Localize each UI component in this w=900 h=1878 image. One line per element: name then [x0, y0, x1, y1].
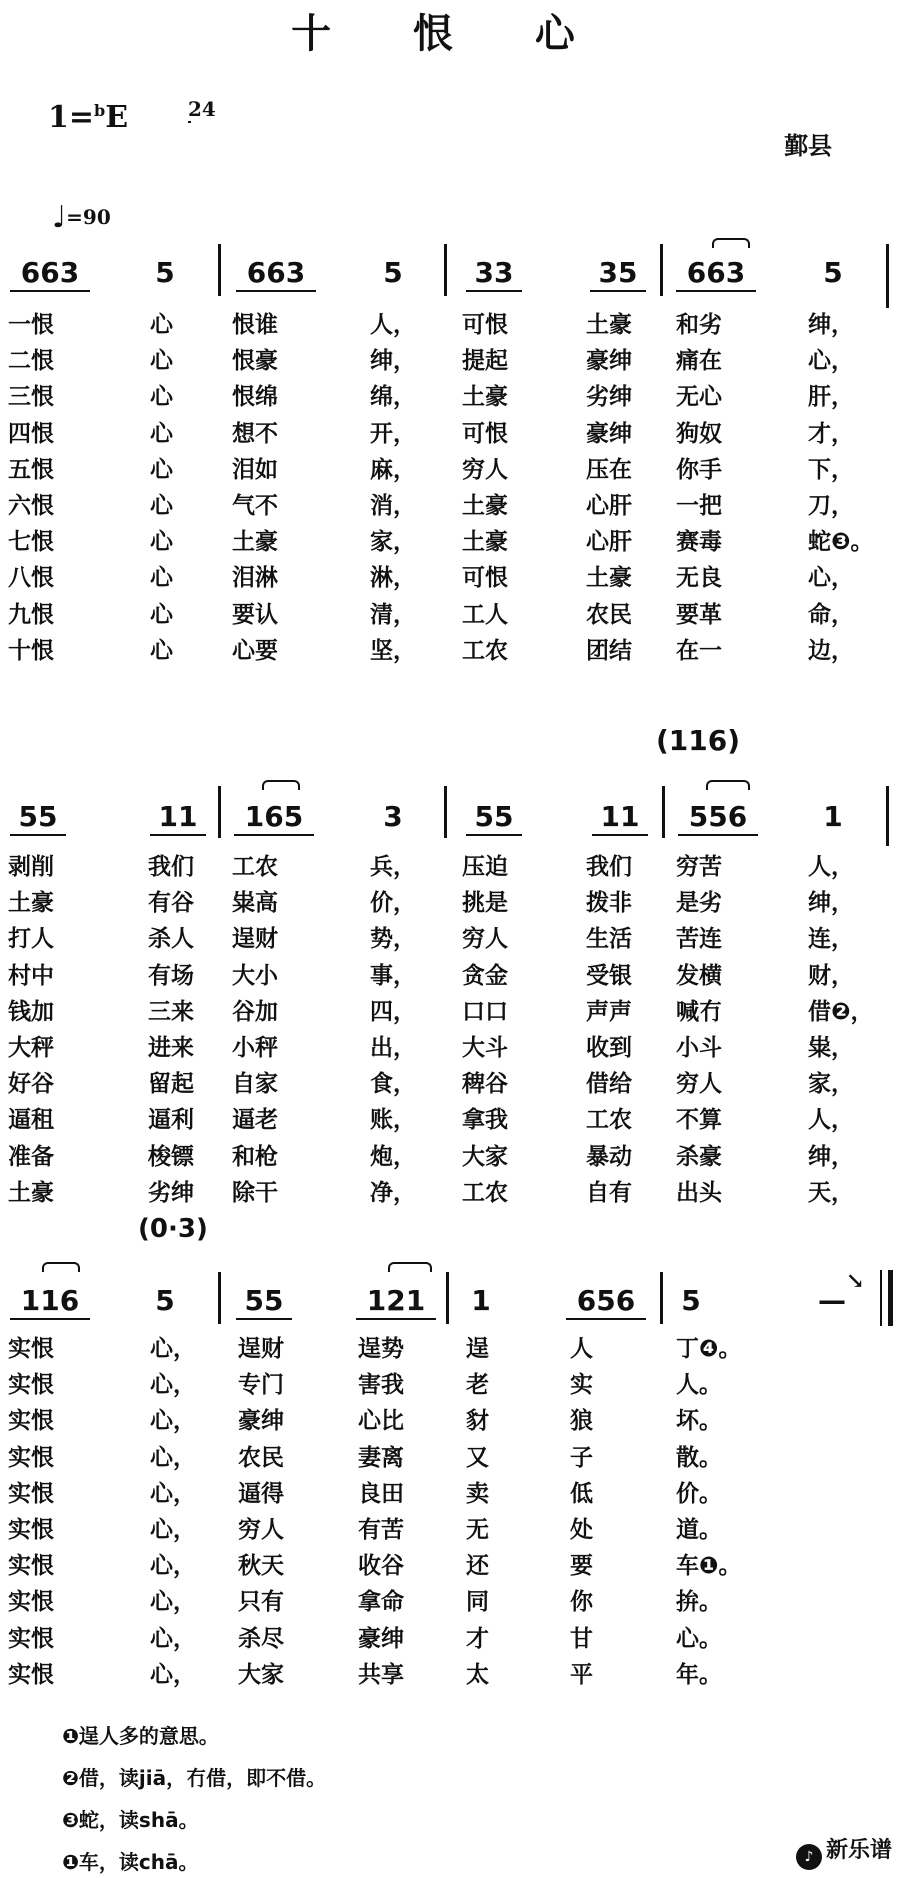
lyric-cell: 工农: [462, 637, 508, 664]
lyric-cell: 收谷: [358, 1553, 404, 1580]
lyric-cell: 出头: [676, 1179, 722, 1206]
lyric-cell: 实恨: [8, 1589, 54, 1616]
barline: [886, 244, 889, 308]
lyric-cell: 农民: [238, 1444, 284, 1471]
note-group: 5: [383, 256, 403, 289]
note-group: 663: [676, 256, 756, 292]
lyric-cell: 受银: [586, 962, 632, 989]
barline: [218, 786, 221, 838]
lyric-cell: 打人: [8, 926, 54, 953]
lyric-cell: 天，: [808, 1179, 854, 1206]
lyric-cell: 在一: [676, 637, 722, 664]
lyric-cell: 压迫: [462, 854, 508, 880]
lyric-cell: 土豪: [232, 529, 278, 556]
lyric-cell: 逞势: [358, 1336, 404, 1362]
lyric-cell: 心: [150, 312, 173, 338]
song-title: 十 恨 心: [291, 10, 609, 57]
lyric-cell: 穷人: [238, 1517, 284, 1543]
lyric-cell: 你手: [676, 456, 722, 483]
lyric-cell: 苦连: [676, 926, 722, 953]
lyric-cell: 恨绵: [232, 384, 278, 411]
lyric-cell: 出，: [370, 1035, 416, 1061]
lyric-cell: 团结: [586, 637, 632, 664]
barline: [660, 1272, 663, 1324]
lyric-cell: 年。: [676, 1661, 722, 1688]
lyric-cell: 可恨: [462, 312, 508, 338]
footnote: ❶逞人多的意思。: [62, 1724, 219, 1748]
lyric-cell: 声声: [586, 998, 632, 1025]
lyric-cell: 除干: [232, 1179, 278, 1206]
lyric-cell: 心，: [150, 1480, 196, 1507]
lyric-cell: 提起: [462, 348, 508, 375]
lyric-cell: 逼利: [148, 1107, 194, 1134]
lyric-cell: 恨谁: [232, 312, 278, 338]
lyric-cell: 刀，: [808, 493, 854, 519]
lyric-cell: 穷苦: [676, 854, 722, 880]
lyric-cell: 拿命: [358, 1589, 404, 1616]
lyric-cell: 实恨: [8, 1336, 54, 1362]
lyric-cell: 土豪: [462, 384, 508, 411]
lyric-cell: 我们: [586, 854, 632, 880]
lyric-cell: 车❶。: [676, 1553, 742, 1580]
lyric-cell: 价，: [370, 890, 416, 917]
lyric-cell: 处: [570, 1517, 593, 1543]
lyric-cell: 清，: [370, 601, 416, 628]
lyric-cell: 钱加: [8, 998, 54, 1025]
lyric-cell: 拚。: [676, 1589, 722, 1616]
lyric-cell: 心，: [808, 348, 854, 375]
lyric-cell: 心，: [150, 1408, 196, 1435]
lyric-cell: 肝，: [808, 384, 854, 411]
lyric-cell: 粜高: [232, 890, 278, 917]
lyric-cell: 食，: [370, 1071, 416, 1098]
lyric-cell: 大斗: [462, 1035, 508, 1061]
lyric-cell: 借❷，: [808, 998, 874, 1025]
lyric-cell: 劣绅: [148, 1179, 194, 1206]
lyric-cell: 和枪: [232, 1143, 278, 1170]
lyric-cell: 粜，: [808, 1035, 854, 1061]
lyric-cell: 留起: [148, 1071, 194, 1098]
lyric-cell: 平: [570, 1661, 593, 1688]
lyric-cell: 穷人: [676, 1071, 722, 1098]
lyric-cell: 心: [150, 456, 173, 483]
lyric-cell: 实恨: [8, 1480, 54, 1507]
lyric-cell: 农民: [586, 601, 632, 628]
lyric-cell: 豪绅: [586, 348, 632, 375]
lyric-cell: 子: [570, 1444, 593, 1471]
lyric-cell: 坏。: [676, 1408, 722, 1435]
lyric-cell: 喊冇: [676, 998, 722, 1025]
lyric-cell: 又: [466, 1444, 489, 1471]
note-group: —: [818, 1284, 846, 1317]
lyric-cell: 工农: [462, 1179, 508, 1206]
lyric-cell: 人: [570, 1336, 593, 1362]
lyric-cell: 土豪: [586, 312, 632, 338]
lyric-cell: 不算: [676, 1107, 722, 1134]
lyric-cell: 逞财: [232, 926, 278, 953]
barline: [880, 1270, 882, 1326]
footnote: ❷借，读jiā，冇借，即不借。: [62, 1766, 327, 1790]
lyric-cell: 无良: [676, 565, 722, 592]
note-group: 3: [383, 800, 403, 833]
note-group: 55: [10, 800, 66, 836]
lyric-cell: 杀人: [148, 926, 194, 953]
lyric-cell: 和劣: [676, 312, 722, 338]
lyric-cell: 想不: [232, 420, 278, 447]
note-group: 1: [471, 1284, 491, 1317]
lyric-cell: 绅，: [370, 348, 416, 375]
lyric-cell: 心: [150, 601, 173, 628]
lyric-cell: 六恨: [8, 493, 54, 519]
lyric-cell: 有苦: [358, 1517, 404, 1543]
note-group: 121: [356, 1284, 436, 1320]
lyric-cell: 豪绅: [586, 420, 632, 447]
lyric-cell: 发横: [676, 962, 722, 989]
lyric-cell: 心: [150, 493, 173, 519]
lyric-cell: 实恨: [8, 1625, 54, 1652]
lyric-cell: 实恨: [8, 1517, 54, 1543]
lyric-cell: 消，: [370, 493, 416, 519]
note-group: 55: [236, 1284, 292, 1320]
lyric-cell: 要革: [676, 601, 722, 628]
lyric-cell: 土豪: [8, 1179, 54, 1206]
lyric-cell: 四恨: [8, 420, 54, 447]
lyric-cell: 秋天: [238, 1553, 284, 1580]
note-group: 5: [681, 1284, 701, 1317]
lyric-cell: 开，: [370, 420, 416, 447]
lyric-cell: 事，: [370, 962, 416, 989]
lyric-cell: 蛇❸。: [808, 529, 874, 556]
lyric-cell: 豪绅: [238, 1408, 284, 1435]
note-group: 5: [155, 1284, 175, 1317]
lyric-cell: 我们: [148, 854, 194, 880]
lyric-cell: 心，: [808, 565, 854, 592]
lyric-cell: 好谷: [8, 1071, 54, 1098]
lyric-cell: 土豪: [586, 565, 632, 592]
barline: [444, 786, 447, 838]
lyric-cell: 家，: [370, 529, 416, 556]
lyric-cell: 共享: [358, 1661, 404, 1688]
lyric-cell: 甘: [570, 1625, 593, 1652]
lyric-cell: 进来: [148, 1035, 194, 1061]
lyric-cell: 心，: [150, 1336, 196, 1362]
lyric-cell: 大家: [238, 1661, 284, 1688]
lyric-cell: 赛毒: [676, 529, 722, 556]
lyric-cell: 道。: [676, 1517, 722, 1543]
lyric-cell: 心: [150, 529, 173, 556]
slur: [262, 780, 300, 790]
lyric-cell: 才: [466, 1625, 489, 1652]
lyric-cell: 工农: [232, 854, 278, 880]
lyric-cell: 逞财: [238, 1336, 284, 1362]
lyric-cell: 穷人: [462, 926, 508, 953]
lyric-cell: 心要: [232, 637, 278, 664]
lyric-cell: 心比: [358, 1408, 404, 1435]
lyric-cell: 梭镖: [148, 1143, 194, 1170]
lyric-cell: 实恨: [8, 1372, 54, 1399]
lyric-cell: 心，: [150, 1661, 196, 1688]
lyric-cell: 九恨: [8, 601, 54, 628]
slur: [712, 238, 750, 248]
note-group: 1: [823, 800, 843, 833]
lyric-cell: 土豪: [462, 529, 508, 556]
lyric-cell: 生活: [586, 926, 632, 953]
lyric-cell: 挑是: [462, 890, 508, 917]
key-signature: 1=$^b$E: [48, 100, 129, 135]
alternate-notes: (116): [656, 724, 741, 757]
lyric-cell: 财，: [808, 962, 854, 989]
lyric-cell: 良田: [358, 1480, 404, 1507]
barline: [662, 786, 665, 838]
lyric-cell: 有谷: [148, 890, 194, 917]
barline: [446, 1272, 449, 1324]
lyric-cell: 丁❹。: [676, 1336, 742, 1362]
lyric-cell: 一把: [676, 493, 722, 519]
lyric-cell: 坚，: [370, 637, 416, 664]
quarter-note-icon: ♩: [52, 200, 67, 235]
lyric-cell: 绅，: [808, 890, 854, 917]
lyric-cell: 自有: [586, 1179, 632, 1206]
lyric-cell: 害我: [358, 1372, 404, 1399]
lyric-cell: 狗奴: [676, 420, 722, 447]
lyric-cell: 心: [150, 420, 173, 447]
lyric-cell: 账，: [370, 1107, 416, 1134]
lyric-cell: 贪金: [462, 962, 508, 989]
lyric-cell: 十恨: [8, 637, 54, 664]
lyric-cell: 工人: [462, 601, 508, 628]
lyric-cell: 势，: [370, 926, 416, 953]
lyric-cell: 准备: [8, 1143, 54, 1170]
lyric-cell: 麻，: [370, 456, 416, 483]
lyric-cell: 散。: [676, 1444, 722, 1471]
note-group: 165: [234, 800, 314, 836]
region-label: 鄞县: [784, 131, 832, 160]
site-logo: ♪ 新乐谱: [796, 1833, 892, 1870]
lyric-cell: 拨非: [586, 890, 632, 917]
lyric-cell: 大家: [462, 1143, 508, 1170]
lyric-cell: 妻离: [358, 1444, 404, 1471]
lyric-cell: 逼得: [238, 1480, 284, 1507]
lyric-cell: 实: [570, 1372, 593, 1399]
lyric-cell: 大小: [232, 962, 278, 989]
lyric-cell: 二恨: [8, 348, 54, 375]
lyric-cell: 绵，: [370, 384, 416, 411]
lyric-cell: 淋，: [370, 565, 416, 592]
lyric-cell: 四，: [370, 998, 416, 1025]
note-group: 656: [566, 1284, 646, 1320]
arrow-icon: ↘: [846, 1268, 865, 1294]
lyric-cell: 泪淋: [232, 565, 278, 592]
lyric-cell: 只有: [238, 1589, 284, 1616]
lyric-cell: 实恨: [8, 1553, 54, 1580]
lyric-cell: 心。: [676, 1625, 722, 1652]
lyric-cell: 同: [466, 1589, 489, 1616]
lyric-cell: 压在: [586, 456, 632, 483]
lyric-cell: 三来: [148, 998, 194, 1025]
lyric-cell: 心肝: [586, 493, 632, 519]
note-group: 55: [466, 800, 522, 836]
note-group: 5: [823, 256, 843, 289]
lyric-cell: 心肝: [586, 529, 632, 556]
lyric-cell: 兵，: [370, 854, 416, 880]
note-group: 5: [155, 256, 175, 289]
lyric-cell: 净，: [370, 1179, 416, 1206]
lyric-cell: 人，: [370, 312, 416, 338]
lyric-cell: 暴动: [586, 1143, 632, 1170]
barline: [444, 244, 447, 296]
lyric-cell: 小秤: [232, 1035, 278, 1061]
lyric-cell: 自家: [232, 1071, 278, 1098]
lyric-cell: 口口: [462, 998, 508, 1025]
lyric-cell: 边，: [808, 637, 854, 664]
note-group: 556: [678, 800, 758, 836]
barline: [218, 244, 221, 296]
lyric-cell: 炮，: [370, 1143, 416, 1170]
lyric-cell: 无心: [676, 384, 722, 411]
lyric-cell: 一恨: [8, 312, 54, 338]
barline: [660, 244, 663, 296]
note-group: 35: [590, 256, 646, 292]
lyric-cell: 家，: [808, 1071, 854, 1098]
lyric-cell: 工农: [586, 1107, 632, 1134]
lyric-cell: 八恨: [8, 565, 54, 592]
lyric-cell: 杀尽: [238, 1625, 284, 1652]
lyric-cell: 连，: [808, 926, 854, 953]
lyric-cell: 是劣: [676, 890, 722, 917]
lyric-cell: 心，: [150, 1589, 196, 1616]
lyric-cell: 命，: [808, 601, 854, 628]
lyric-cell: 气不: [232, 493, 278, 519]
tempo-mark: ♩=90: [52, 200, 111, 235]
slur: [388, 1262, 432, 1272]
lyric-cell: 心: [150, 637, 173, 664]
music-disc-icon: ♪: [796, 1844, 822, 1870]
lyric-cell: 你: [570, 1589, 593, 1616]
footnote: ❸蛇，读shā。: [62, 1808, 199, 1832]
lyric-cell: 三恨: [8, 384, 54, 411]
lyric-cell: 人，: [808, 854, 854, 880]
lyric-cell: 借给: [586, 1071, 632, 1098]
lyric-cell: 豺: [466, 1408, 489, 1435]
lyric-cell: 五恨: [8, 456, 54, 483]
lyric-cell: 心，: [150, 1625, 196, 1652]
lyric-cell: 绅，: [808, 1143, 854, 1170]
lyric-cell: 低: [570, 1480, 593, 1507]
time-signature: 2 4: [188, 97, 216, 121]
note-group: 11: [150, 800, 206, 836]
lyric-cell: 心，: [150, 1372, 196, 1399]
lyric-cell: 拿我: [462, 1107, 508, 1134]
alternate-notes: (0·3): [138, 1214, 208, 1244]
lyric-cell: 土豪: [8, 890, 54, 917]
lyric-cell: 剥削: [8, 854, 54, 880]
note-group: 116: [10, 1284, 90, 1320]
lyric-cell: 实恨: [8, 1444, 54, 1471]
lyric-cell: 心，: [150, 1517, 196, 1543]
lyric-cell: 七恨: [8, 529, 54, 556]
note-group: 33: [466, 256, 522, 292]
lyric-cell: 可恨: [462, 420, 508, 447]
lyric-cell: 太: [466, 1661, 489, 1688]
lyric-cell: 土豪: [462, 493, 508, 519]
lyric-cell: 村中: [8, 962, 54, 989]
lyric-cell: 要: [570, 1553, 593, 1580]
slur: [706, 780, 750, 790]
lyric-cell: 泪如: [232, 456, 278, 483]
lyric-cell: 稗谷: [462, 1071, 508, 1098]
lyric-cell: 无: [466, 1517, 489, 1543]
lyric-cell: 逼租: [8, 1107, 54, 1134]
lyric-cell: 可恨: [462, 565, 508, 592]
lyric-cell: 有场: [148, 962, 194, 989]
lyric-cell: 要认: [232, 601, 278, 628]
lyric-cell: 卖: [466, 1480, 489, 1507]
lyric-cell: 大秤: [8, 1035, 54, 1061]
lyric-cell: 恨豪: [232, 348, 278, 375]
lyric-cell: 逞: [466, 1336, 489, 1362]
note-group: 663: [236, 256, 316, 292]
lyric-cell: 绅，: [808, 312, 854, 338]
lyric-cell: 老: [466, 1372, 489, 1399]
note-group: 11: [592, 800, 648, 836]
lyric-cell: 心: [150, 565, 173, 592]
lyric-cell: 痛在: [676, 348, 722, 375]
lyric-cell: 下，: [808, 456, 854, 483]
lyric-cell: 价。: [676, 1480, 722, 1507]
lyric-cell: 穷人: [462, 456, 508, 483]
slur: [42, 1262, 80, 1272]
lyric-cell: 心: [150, 384, 173, 411]
lyric-cell: 谷加: [232, 998, 278, 1025]
lyric-cell: 人。: [676, 1372, 722, 1399]
barline: [886, 786, 889, 846]
lyric-cell: 收到: [586, 1035, 632, 1061]
footnote: ❶车，读chā。: [62, 1850, 199, 1874]
lyric-cell: 杀豪: [676, 1143, 722, 1170]
lyric-cell: 实恨: [8, 1408, 54, 1435]
lyric-cell: 实恨: [8, 1661, 54, 1688]
note-group: 663: [10, 256, 90, 292]
lyric-cell: 人，: [808, 1107, 854, 1134]
lyric-cell: 小斗: [676, 1035, 722, 1061]
lyric-cell: 还: [466, 1553, 489, 1580]
lyric-cell: 逼老: [232, 1107, 278, 1134]
lyric-cell: 豪绅: [358, 1625, 404, 1652]
lyric-cell: 心，: [150, 1444, 196, 1471]
lyric-cell: 心: [150, 348, 173, 375]
lyric-cell: 才，: [808, 420, 854, 447]
lyric-cell: 心，: [150, 1553, 196, 1580]
lyric-cell: 劣绅: [586, 384, 632, 411]
final-barline: [888, 1270, 893, 1326]
lyric-cell: 专门: [238, 1372, 284, 1399]
barline: [218, 1272, 221, 1324]
lyric-cell: 狼: [570, 1408, 593, 1435]
